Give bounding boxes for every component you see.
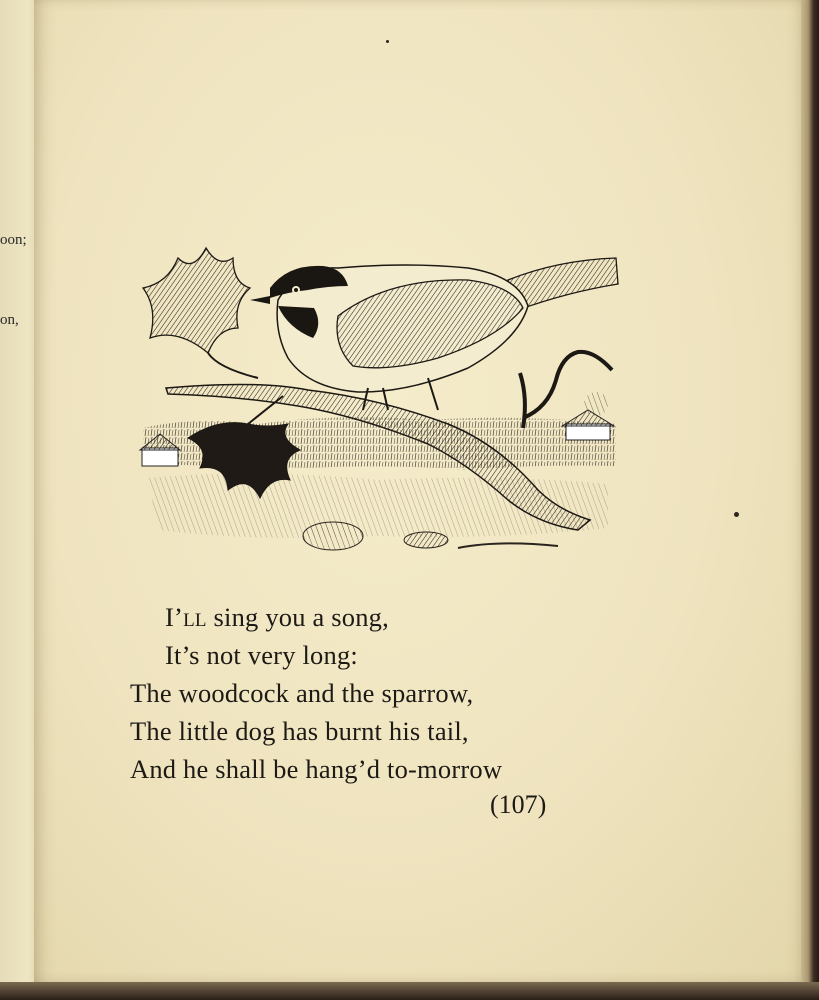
- chickadee: [250, 258, 618, 410]
- nursery-rhyme: [130, 598, 650, 788]
- bird-engraving: [138, 228, 620, 564]
- facing-page-fragment: on,: [0, 312, 19, 328]
- leaf-top: [143, 248, 258, 378]
- page-edge-right: [801, 0, 819, 1000]
- verse-line-lead-smallcaps: ll: [183, 602, 207, 632]
- verse-line: It’s not very long:: [165, 640, 358, 670]
- verse-line: And he shall be hang’d to-morrow: [130, 754, 503, 784]
- verse-line: [130, 598, 650, 636]
- page-number: (107): [490, 790, 547, 819]
- paper-speck: [734, 512, 739, 517]
- page-edge-bottom: [0, 982, 819, 1000]
- facing-page-fragment: oon;: [0, 232, 27, 248]
- verse-line-lead: I’: [165, 602, 184, 632]
- verse-line-rest: sing you a song,: [206, 602, 389, 632]
- verse-line: The woodcock and the sparrow,: [130, 678, 474, 708]
- verse-line: The little dog has burnt his tail,: [130, 716, 469, 746]
- paper-speck: [386, 40, 389, 43]
- house-right: [562, 392, 614, 440]
